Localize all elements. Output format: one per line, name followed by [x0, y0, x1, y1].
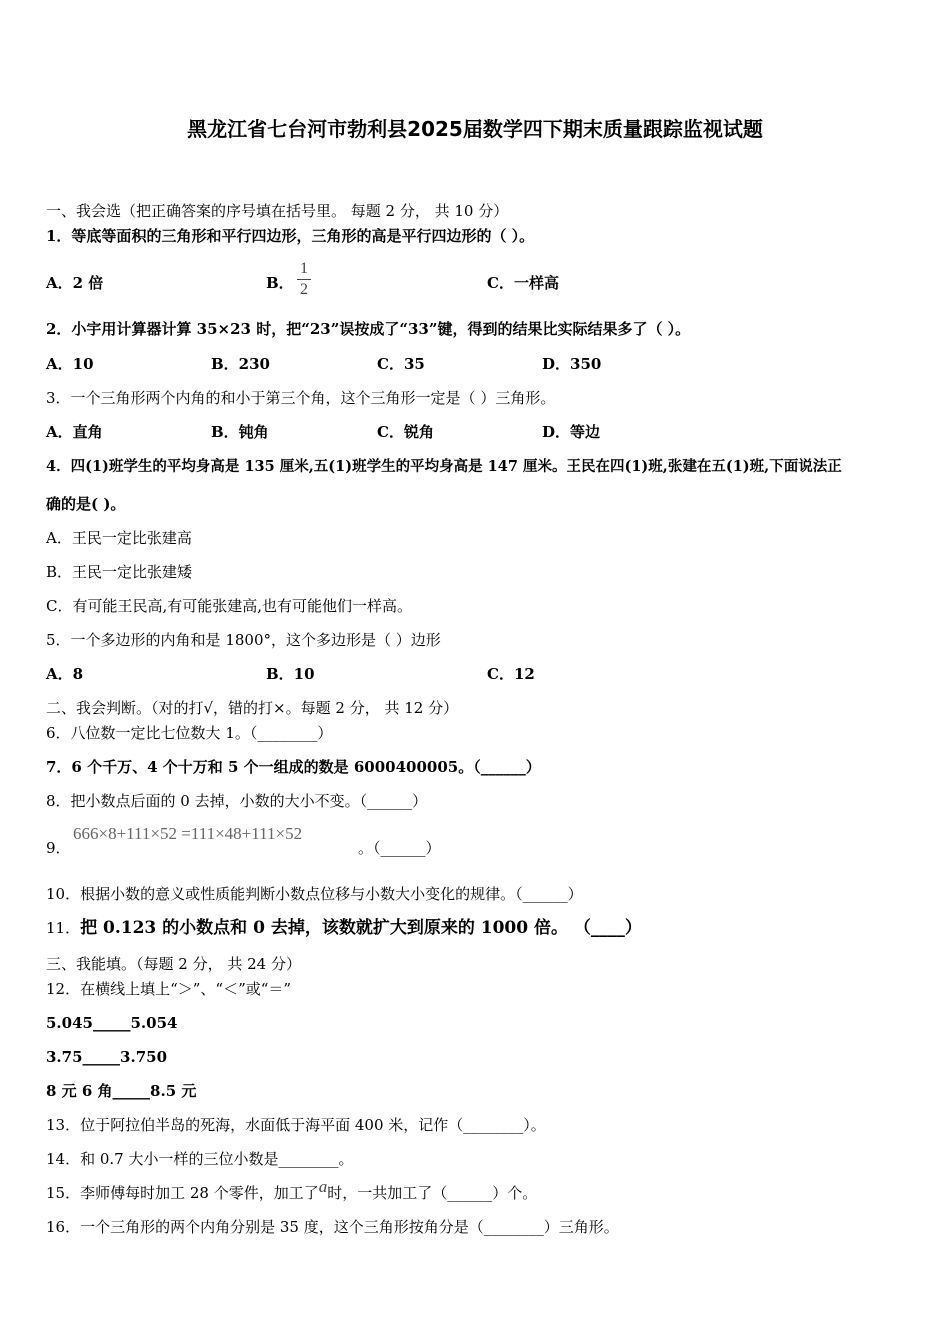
q4-option-a: A．王民一定比张建高 — [46, 529, 192, 547]
question-5-stem: 5．一个多边形的内角和是 1800°，这个多边形是（ ）边形 — [46, 631, 441, 649]
q1-option-b-label: B． — [266, 274, 294, 292]
q12-row-2: 3.75_____3.750 — [46, 1048, 168, 1066]
q15-variable: a — [318, 1177, 328, 1196]
question-6: 6．八位数一定比七位数大 1。（________） — [46, 724, 333, 742]
q4-option-c: C．有可能王民高,有可能张建高,也有可能他们一样高。 — [46, 597, 413, 615]
q3-option-c: C．锐角 — [377, 423, 434, 441]
q12-row-3: 8 元 6 角_____8.5 元 — [46, 1082, 197, 1100]
question-9-answer: 。（______） — [358, 839, 441, 857]
fraction-denominator: 2 — [300, 281, 308, 298]
fraction-numerator: 1 — [300, 260, 308, 277]
q12-row-1: 5.045_____5.054 — [46, 1014, 178, 1032]
question-12-stem: 12．在横线上填上“＞”、“＜”或“＝” — [46, 980, 292, 998]
question-2-stem: 2．小宇用计算器计算 35×23 时，把“23”误按成了“33”键，得到的结果比实际结果多了（ ）。 — [46, 320, 691, 338]
q3-option-a: A．直角 — [46, 423, 103, 441]
q1-option-b-fraction — [297, 260, 311, 299]
q5-option-c: C．12 — [487, 665, 535, 683]
q4-option-b: B．王民一定比张建矮 — [46, 563, 193, 581]
question-15 — [46, 1177, 538, 1203]
q2-option-d: D．350 — [542, 355, 602, 373]
q5-option-a: A．8 — [46, 665, 84, 683]
fraction-bar — [297, 279, 311, 280]
page-title: 黑龙江省七台河市勃利县2025届数学四下期末质量跟踪监视试题 — [187, 117, 763, 141]
section-2-header: 二、我会判断。（对的打√，错的打×。每题 2 分， 共 12 分） — [46, 699, 459, 717]
question-4-stem-line1: 4．四(1)班学生的平均身高是 135 厘米,五(1)班学生的平均身高是 147 厘米。王民在四(1)班,张建在五(1)班,下面说法正 — [46, 458, 842, 475]
question-9-formula: 666×8+111×52 =111×48+111×52 — [73, 824, 303, 843]
question-10: 10．根据小数的意义或性质能判断小数点位移与小数大小变化的规律。（______） — [46, 885, 583, 903]
question-9-number: 9． — [46, 839, 71, 857]
question-8: 8．把小数点后面的 0 去掉，小数的大小不变。（______） — [46, 792, 428, 810]
q15-text-before: 15．李师傅每时加工 28 个零件，加工了 — [46, 1184, 319, 1202]
question-11 — [46, 918, 642, 938]
question-14: 14．和 0.7 大小一样的三位小数是________。 — [46, 1150, 354, 1168]
question-16: 16．一个三角形的两个内角分别是 35 度，这个三角形按角分是（________）三角形。 — [46, 1218, 619, 1236]
q5-option-b: B．10 — [266, 665, 315, 683]
q2-option-b: B．230 — [211, 355, 270, 373]
section-1-header: 一、我会选（把正确答案的序号填在括号里。 每题 2 分， 共 10 分） — [46, 202, 509, 220]
q1-option-c: C．一样高 — [487, 274, 559, 292]
question-11-text: 把 0.123 的小数点和 0 去掉，该数就扩大到原来的 1000 倍。 （____） — [80, 918, 642, 938]
q3-option-d: D．等边 — [542, 423, 601, 441]
q2-option-c: C．35 — [377, 355, 425, 373]
question-1-stem: 1．等底等面积的三角形和平行四边形，三角形的高是平行四边形的（ ）。 — [46, 227, 535, 245]
q3-option-b: B．钝角 — [211, 423, 269, 441]
question-7: 7．6 个千万、4 个十万和 5 个一组成的数是 6000400005。（______） — [46, 758, 541, 776]
question-3-stem: 3．一个三角形两个内角的和小于第三个角，这个三角形一定是（ ）三角形。 — [46, 389, 556, 407]
section-3-header: 三、我能填。（每题 2 分， 共 24 分） — [46, 955, 301, 973]
q15-text-after: 时，一共加工了（______）个。 — [327, 1184, 538, 1202]
question-13: 13．位于阿拉伯半岛的死海，水面低于海平面 400 米，记作（________）。 — [46, 1116, 546, 1134]
q2-option-a: A．10 — [46, 355, 94, 373]
question-11-number: 11． — [46, 919, 81, 937]
question-4-stem-line2: 确的是( )。 — [46, 495, 126, 513]
q1-option-a: A．2 倍 — [46, 274, 104, 292]
